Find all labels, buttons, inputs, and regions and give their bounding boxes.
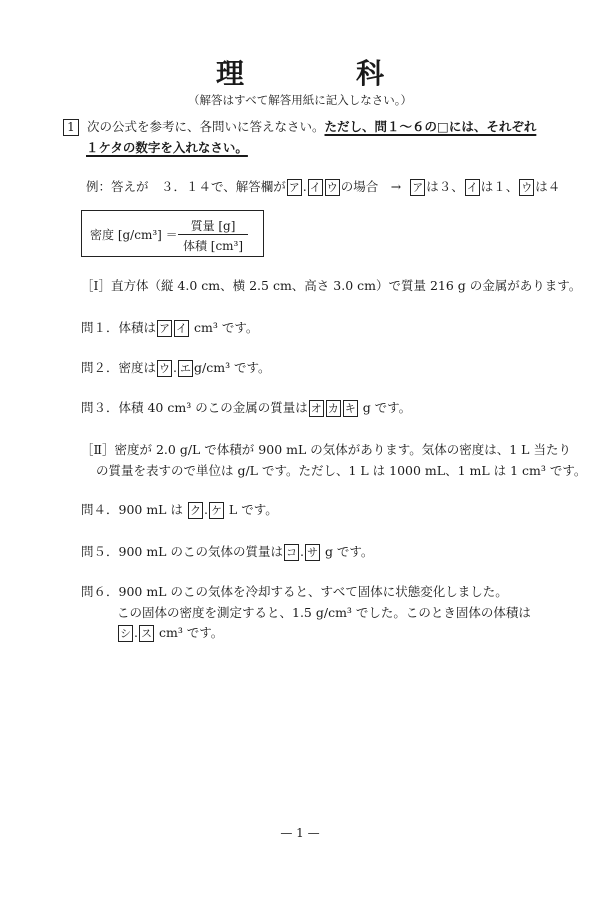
question-intro: 次の公式を参考に、各問いに答えなさい。	[87, 119, 325, 134]
q6-suffix: cm³ です。	[158, 625, 224, 640]
answer-box: エ	[180, 362, 191, 375]
question-number-box: 1	[63, 119, 79, 136]
answer-box: カ	[327, 402, 339, 415]
q4-label: 問４．900 mL は	[81, 502, 183, 517]
decimal-point: .	[203, 502, 208, 517]
q2-suffix: g/cm³ です。	[194, 360, 271, 375]
q6-line1: 問６．900 mL のこの気体を冷却すると、すべて固体に状態変化しました。	[81, 584, 508, 599]
part1-text: ［Ⅰ］直方体（縦 4.0 cm、横 2.5 cm、高さ 3.0 cm）で質量 216 g の金属があります。	[81, 278, 582, 293]
example-answer-u: は４	[535, 179, 561, 194]
example-answer-a: は３、	[426, 179, 464, 194]
decimal-point: .	[299, 544, 304, 559]
answer-box: オ	[310, 402, 322, 415]
decimal-point: .	[173, 360, 177, 375]
answer-box: イ	[176, 322, 188, 335]
question-4	[81, 500, 278, 519]
answer-box: イ	[309, 181, 321, 194]
answer-box: キ	[344, 402, 356, 415]
part2-line2: の質量を表すので単位は g/L です。ただし、1 L は 1000 mL、1 mL は 1 cm³ です。	[96, 463, 587, 478]
question-2	[81, 358, 271, 377]
answer-box: ア	[159, 322, 171, 335]
answer-box: シ	[120, 627, 131, 640]
example-line	[86, 177, 560, 196]
fraction-bar	[178, 234, 248, 235]
q4-suffix: L です。	[228, 502, 278, 517]
q3-label: 問３．体積 40 cm³ のこの金属の質量は	[81, 400, 308, 415]
page-number: — 1 —	[280, 826, 320, 840]
answer-box: サ	[306, 546, 318, 559]
q6-line2: この固体の密度を測定すると、1.5 g/cm³ でした。このとき固体の体積は	[117, 605, 531, 620]
example-mid: の場合 →	[340, 179, 402, 194]
answer-box: ケ	[210, 504, 222, 517]
example-answer-i: は１、	[480, 179, 519, 194]
density-formula-box	[81, 210, 264, 257]
answer-box: ウ	[326, 181, 338, 194]
q5-suffix: g です。	[324, 544, 374, 559]
question-5	[81, 542, 373, 561]
answer-box: ウ	[159, 362, 171, 375]
question-header	[63, 117, 536, 136]
formula-lhs: 密度 [g/cm³] ＝	[90, 228, 178, 242]
q1-label: 問１．体積は	[81, 320, 157, 335]
q1-suffix: cm³ です。	[194, 320, 259, 335]
part2-line1: ［Ⅱ］密度が 2.0 g/L で体積が 900 mL の気体があります。気体の密度は、1 L 当たり	[81, 442, 571, 457]
decimal-point: .	[134, 625, 138, 640]
answer-box: イ	[466, 181, 478, 194]
page-title: 理 科	[215, 57, 426, 90]
formula-numerator: 質量 [g]	[190, 219, 236, 233]
question-1	[81, 318, 258, 337]
instructions-subtitle: （解答はすべて解答用紙に記入しなさい。）	[187, 93, 413, 107]
question-3	[81, 398, 411, 417]
instruction-line1: ただし、問１～６の□には、それぞれ	[324, 119, 537, 134]
answer-box: ウ	[521, 181, 533, 194]
q6-line3	[117, 623, 223, 642]
decimal-point: .	[302, 179, 307, 194]
example-prefix: 例：答えが ３．１４で、解答欄が	[86, 179, 286, 194]
formula-denominator: 体積 [cm³]	[182, 239, 244, 253]
answer-box: ス	[140, 627, 152, 640]
answer-box: ア	[288, 181, 300, 194]
instruction-line2: １ケタの数字を入れなさい。	[86, 140, 248, 155]
q3-suffix: g です。	[362, 400, 412, 415]
answer-box: ア	[412, 181, 424, 194]
q5-label: 問５．900 mL のこの気体の質量は	[81, 544, 283, 559]
answer-box: ク	[189, 504, 201, 517]
q2-label: 問２．密度は	[81, 360, 157, 375]
answer-box: コ	[285, 546, 297, 559]
